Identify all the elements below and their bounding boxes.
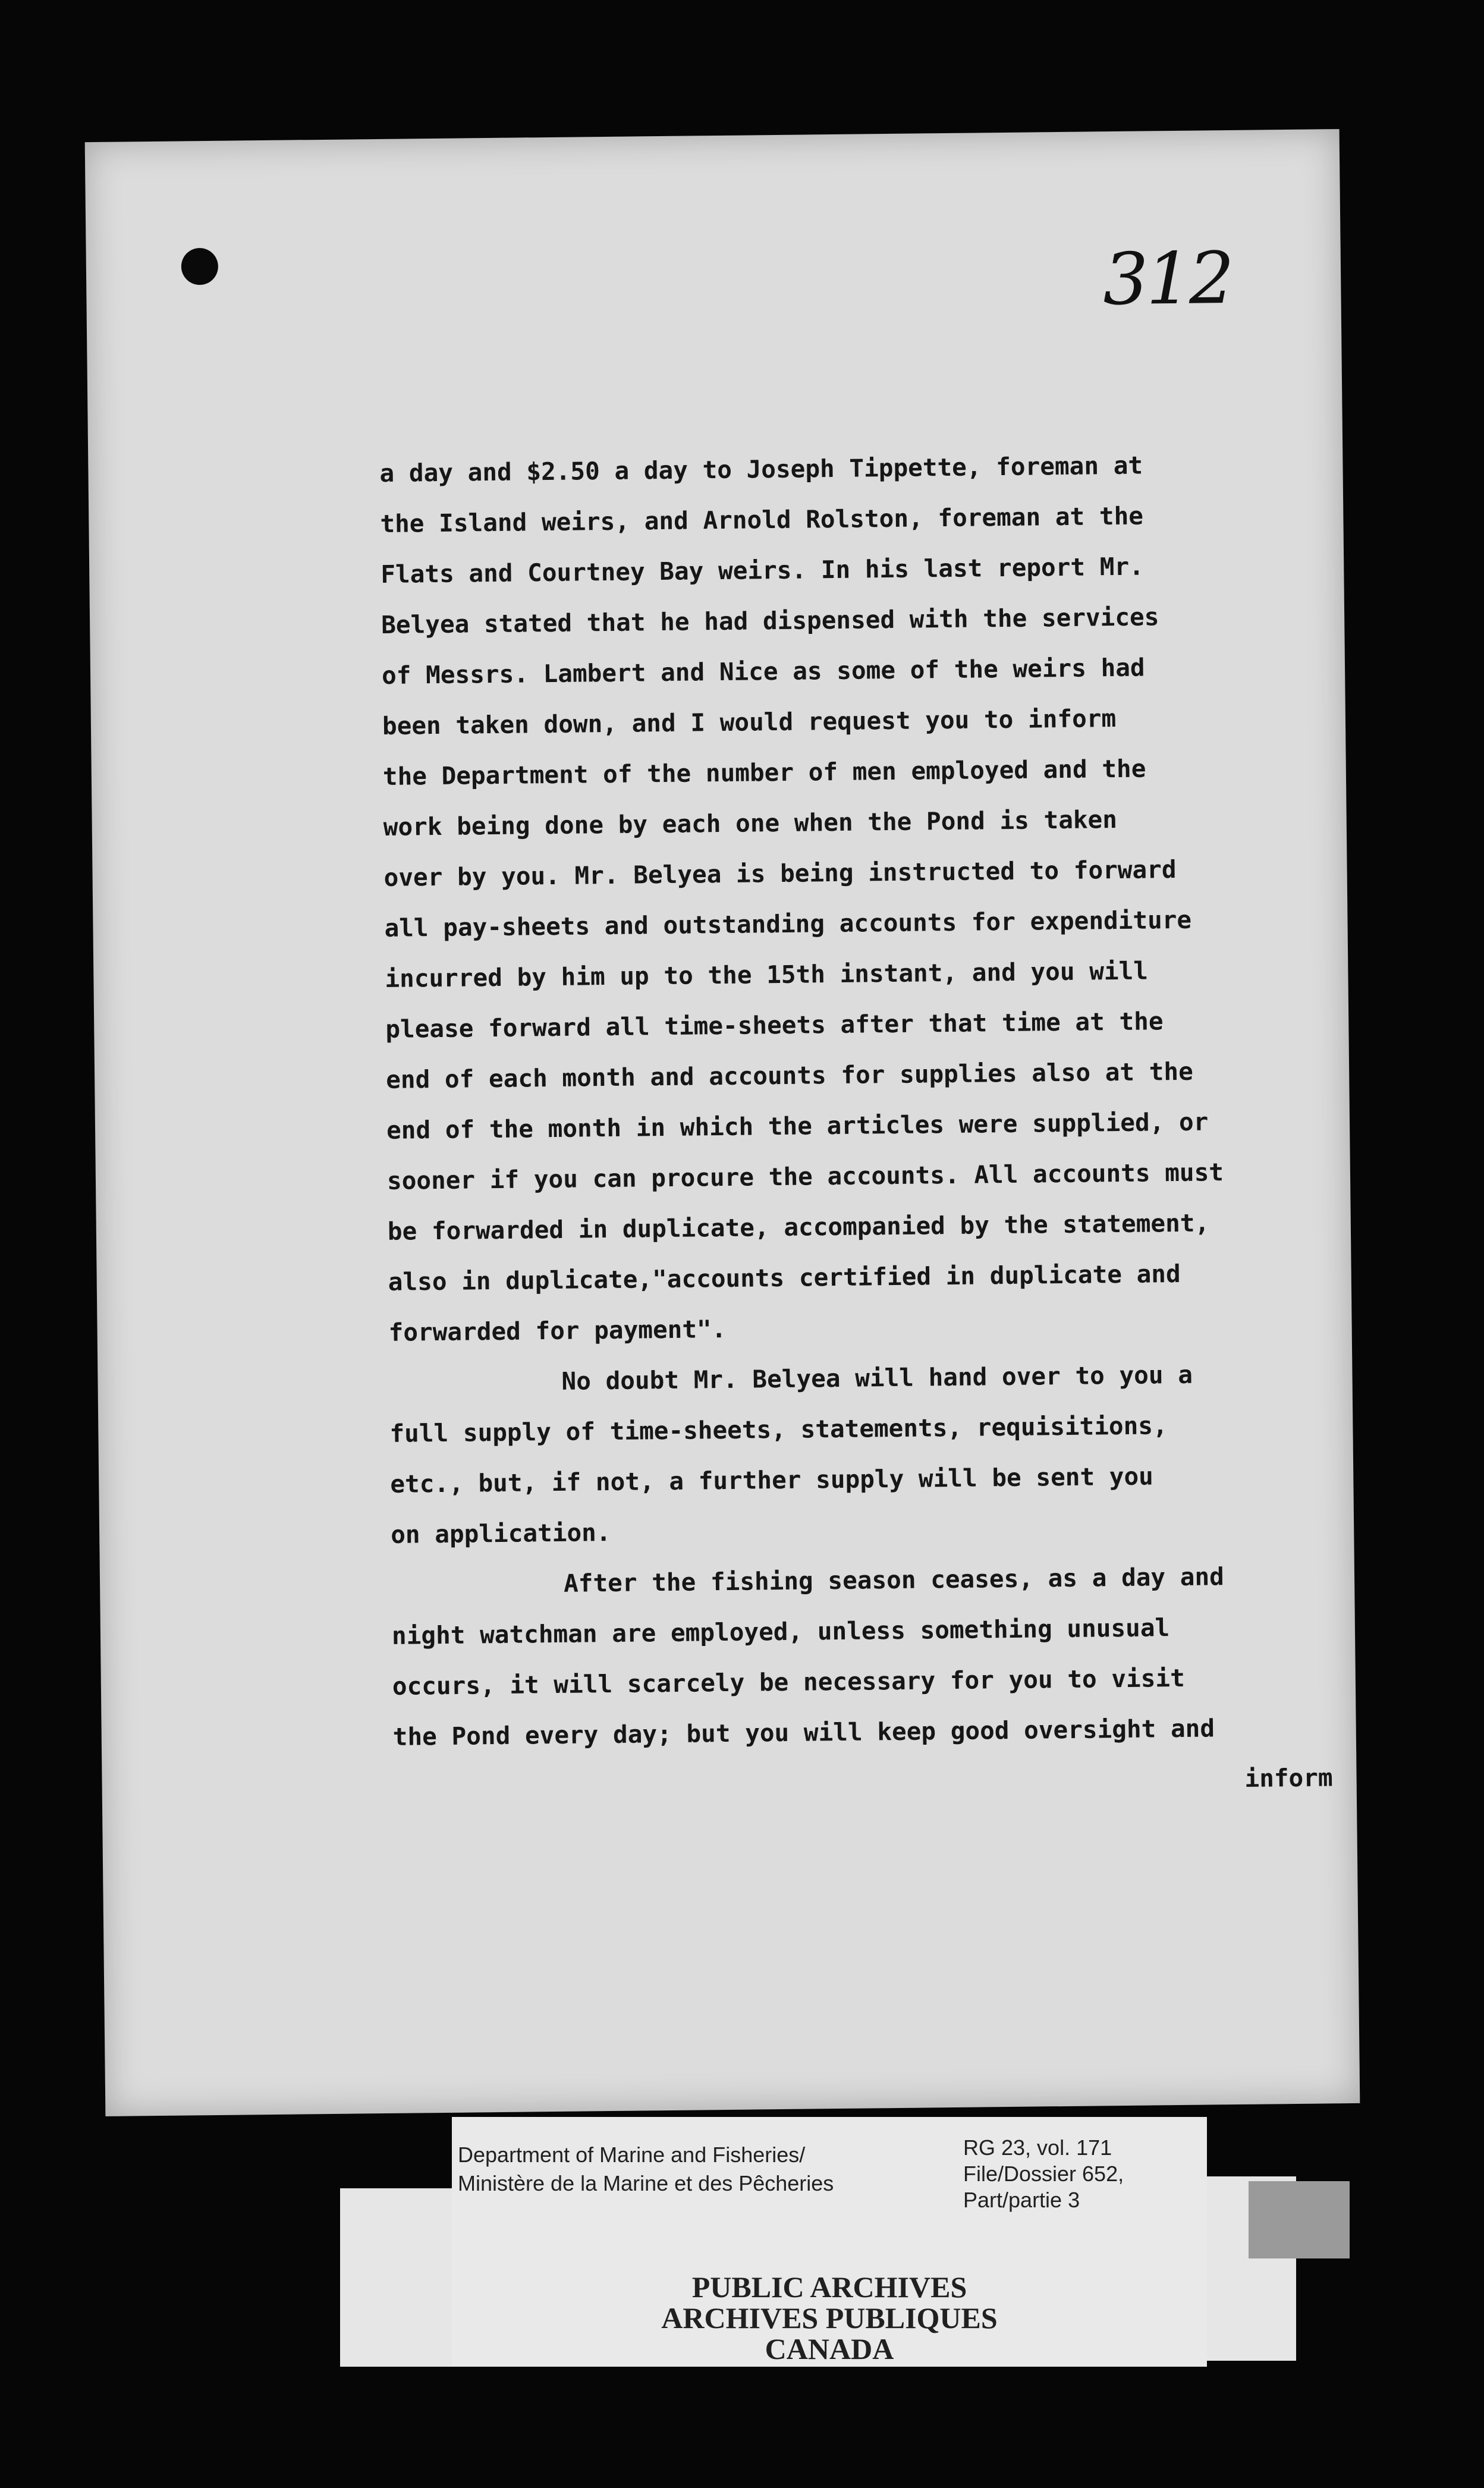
text-line: be forwarded in duplicate, accompanied by the statement, xyxy=(387,1208,1210,1246)
text-line: the Department of the number of men employed and the xyxy=(382,754,1146,791)
letter-body xyxy=(379,438,1357,1813)
text-line: occurs, it will scarcely be necessary for you to visit xyxy=(392,1663,1186,1701)
archives-fr: ARCHIVES PUBLIQUES xyxy=(661,2301,998,2335)
punch-hole xyxy=(181,248,219,285)
text-line: After the fishing season ceases, as a day and xyxy=(563,1562,1225,1598)
text-line: forwarded for payment". xyxy=(388,1314,727,1347)
department-block xyxy=(458,2141,834,2198)
label-backing-left xyxy=(340,2188,453,2367)
text-line: the Island weirs, and Arnold Rolston, foreman at the xyxy=(380,501,1144,538)
archives-country: CANADA xyxy=(765,2332,894,2366)
text-line: work being done by each one when the Pond is taken xyxy=(383,805,1118,841)
page-number: 312 xyxy=(1102,237,1233,322)
text-line: incurred by him up to the 15th instant, and you will xyxy=(385,956,1149,993)
text-line: etc., but, if not, a further supply will be sent you xyxy=(390,1462,1154,1499)
text-line: over by you. Mr. Belyea is being instructed to forward xyxy=(383,855,1177,892)
record-group: RG 23, vol. 171 xyxy=(963,2135,1112,2160)
document-page xyxy=(85,129,1360,2116)
text-line: please forward all time-sheets after that time at the xyxy=(385,1007,1164,1044)
text-line: full supply of time-sheets, statements, requisitions, xyxy=(389,1411,1168,1448)
department-fr: Ministère de la Marine et des Pêcheries xyxy=(458,2171,834,2195)
reference-block xyxy=(963,2135,1124,2213)
text-line: end of the month in which the articles were supplied, or xyxy=(386,1107,1209,1145)
text-line: a day and $2.50 a day to Joseph Tippette, foreman at xyxy=(379,451,1143,488)
department-en: Department of Marine and Fisheries/ xyxy=(458,2143,806,2167)
text-line: night watchman are employed, unless something unusual xyxy=(391,1613,1170,1650)
text-line: Flats and Courtney Bay weirs. In his last report Mr. xyxy=(381,552,1145,589)
text-line: end of each month and accounts for supplies also at the xyxy=(385,1057,1194,1094)
text-line: all pay-sheets and outstanding accounts for expenditure xyxy=(384,905,1192,943)
archive-label xyxy=(452,2117,1207,2367)
film-tab xyxy=(1249,2181,1350,2258)
text-line: No doubt Mr. Belyea will hand over to you a xyxy=(561,1360,1193,1396)
text-line: inform xyxy=(1244,1763,1333,1793)
text-line: Belyea stated that he had dispensed with the services xyxy=(381,602,1159,639)
text-line: of Messrs. Lambert and Nice as some of the weirs had xyxy=(381,653,1145,690)
text-line: on application. xyxy=(390,1518,611,1549)
text-line: also in duplicate,"accounts certified in duplicate and xyxy=(388,1259,1181,1296)
archives-stamp xyxy=(452,2272,1207,2364)
text-line: been taken down, and I would request you to inform xyxy=(382,704,1117,740)
file-number: File/Dossier 652, xyxy=(963,2162,1124,2186)
text-line: sooner if you can procure the accounts. All accounts must xyxy=(386,1158,1224,1195)
part-number: Part/partie 3 xyxy=(963,2188,1080,2212)
archives-en: PUBLIC ARCHIVES xyxy=(691,2270,967,2304)
text-line: the Pond every day; but you will keep good oversight and xyxy=(392,1714,1215,1751)
